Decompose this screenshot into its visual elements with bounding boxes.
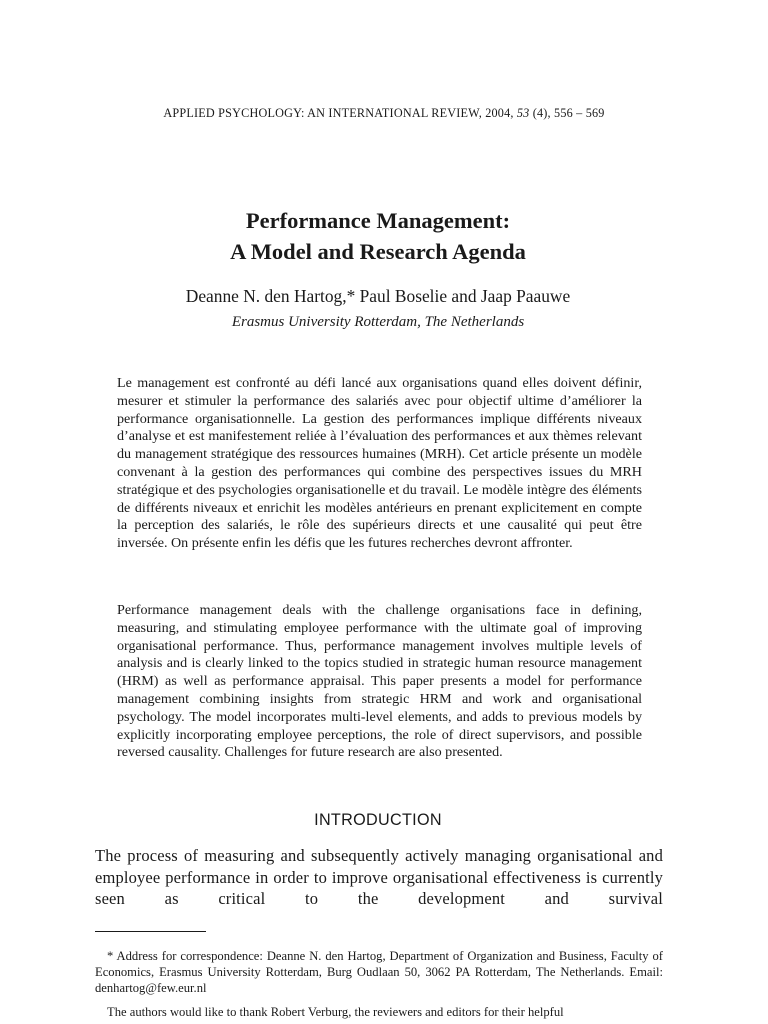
journal-volume: 53 <box>516 106 530 120</box>
section-heading-introduction: INTRODUCTION <box>314 811 442 829</box>
abstract-english: Performance management deals with the challenge organisations face in defining, measuring, and stimulating employee performance with the ultimate goal of improving organisational performance. Thus, performance management involves multiple levels of analysis and is clearly linked to the topics studied in strategic human resource management (HRM) as well as performance appraisal. This paper presents a model for performance management combining insights from strategic HRM and work and organisational psychology. The model incorporates multi-level elements, and adds to previous models by explicitly incorporating employee perceptions, the role of direct supervisors, and possible reversed causality. Challenges for future research are also presented. <box>117 602 642 761</box>
footnote-correspondence: * Address for correspondence: Deanne N. den Hartog, Department of Organization and Business, Faculty of Economics, Erasmus University Rotterdam, Burg Oudlaan 50, 3062 PA Rotterdam, The Netherlands. Email: denhartog@few.eur.nl <box>95 949 663 995</box>
journal-name: APPLIED PSYCHOLOGY: AN INTERNATIONAL REVIEW, 2004, <box>163 106 517 120</box>
article-affiliation: Erasmus University Rotterdam, The Netherlands <box>231 314 525 330</box>
running-header <box>0 106 768 121</box>
introduction-paragraph: The process of measuring and subsequently actively managing organisational and employee performance in order to improve organisational effectiveness is currently seen as critical to the development and survival <box>95 846 663 908</box>
article-title <box>0 205 756 267</box>
article-authors: Deanne N. den Hartog,* Paul Boselie and Jaap Paauwe <box>185 286 571 306</box>
footnote-acknowledgement: The authors would like to thank Robert Verburg, the reviewers and editors for their helpful <box>107 1005 564 1019</box>
footnote-divider <box>95 931 206 932</box>
abstract-french: Le management est confronté au défi lancé aux organisations quand elles doivent définir, mesurer et stimuler la performance des salariés avec pour objectif ultime d’améliorer la performance organisationnelle. La gestion des performances implique différents niveaux d’analyse et est manifestement reliée à l’évaluation des performances et aux thèmes relevant du management stratégique des ressources humaines (MRH). Cet article présente un modèle convenant à la gestion des performances qui combine des perspectives issues du MRH stratégique et des psychologies organisationelle et du travail. Le modèle intègre des éléments de différents niveaux et enrichit les modèles antérieurs en prenant explicitement en compte la perception des salariés, le rôle des supérieurs directs et une causalité qui peut être inversée. On présente enfin les défis que les futures recherches devront affronter. <box>117 375 642 552</box>
article-title-line-2: A Model and Research Agenda <box>230 239 526 264</box>
journal-issue-pages: (4), 556 – 569 <box>529 106 605 120</box>
article-title-line-1: Performance Management: <box>245 208 511 233</box>
